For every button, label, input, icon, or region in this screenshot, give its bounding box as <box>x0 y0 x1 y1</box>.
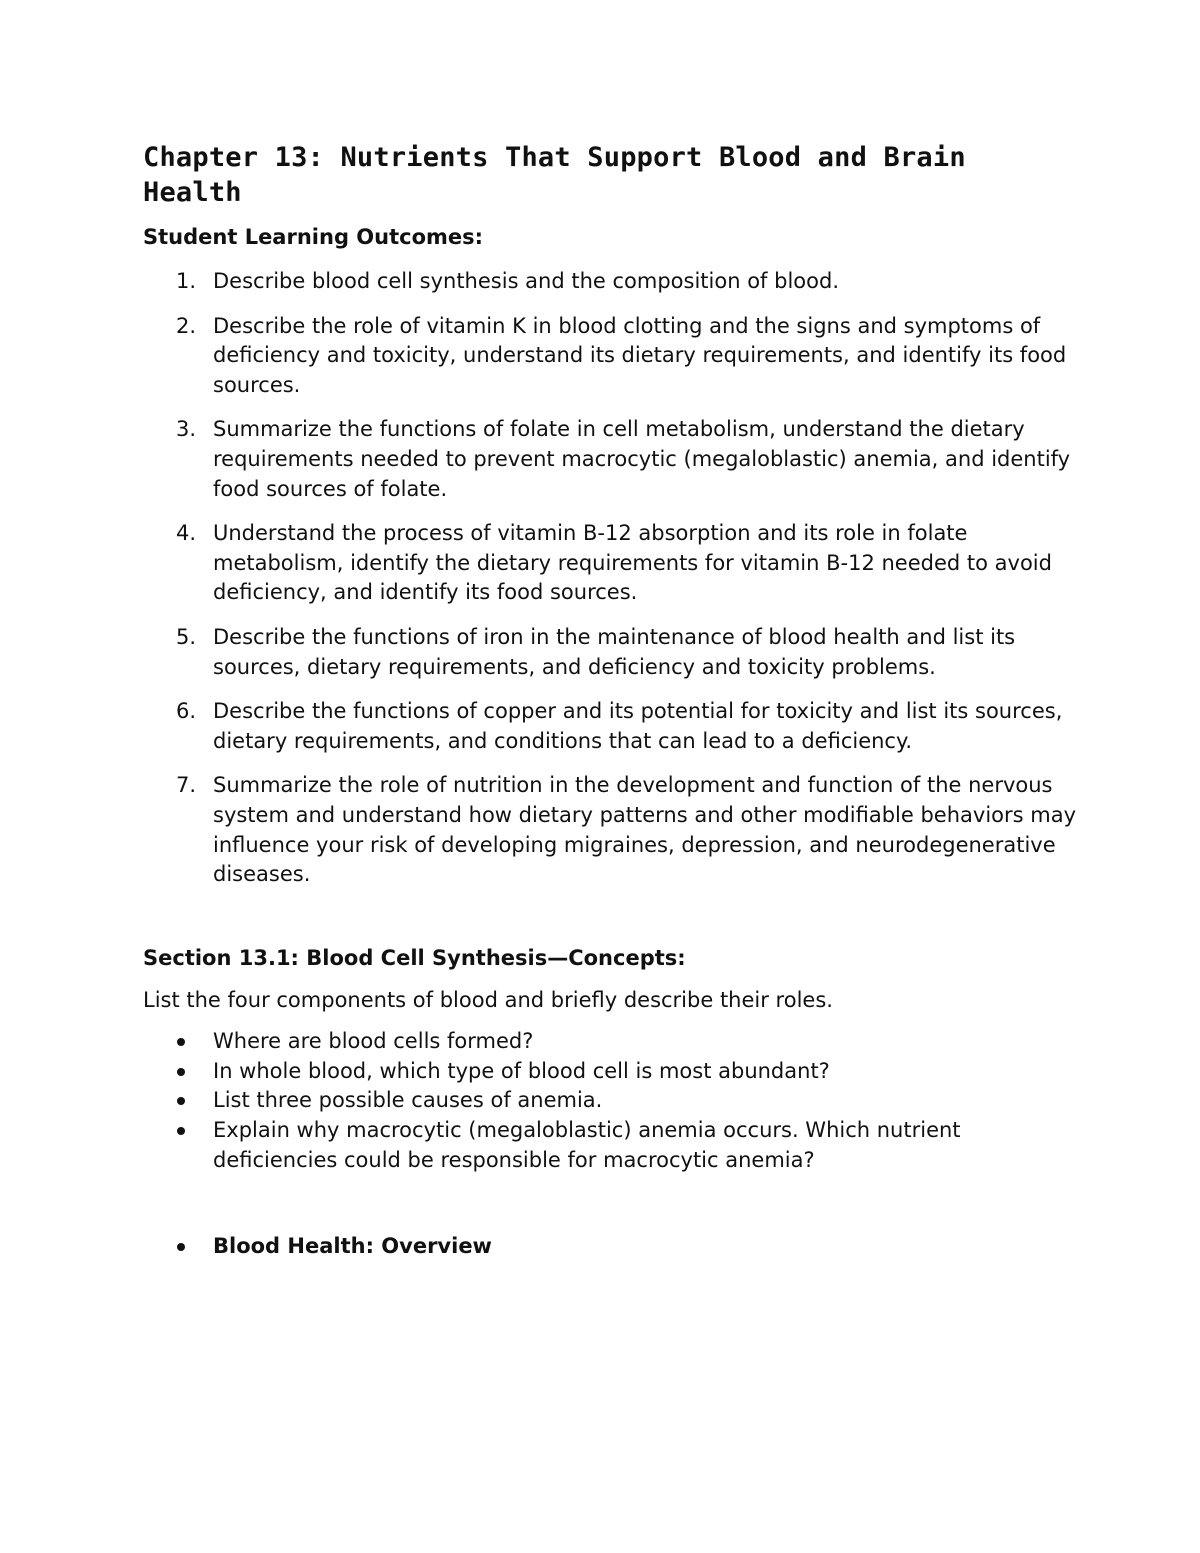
bullet-icon <box>177 1127 185 1135</box>
outcome-text: Describe the functions of iron in the maintenance of blood health and list its sources, dietary requirements, and deficiency and toxicity problems. <box>213 624 1016 679</box>
outcome-item <box>143 771 1078 889</box>
outcomes-heading: Student Learning Outcomes: <box>143 225 484 249</box>
outcome-text: Describe blood cell synthesis and the composition of blood. <box>213 269 839 293</box>
section-heading: Section 13.1: Blood Cell Synthesis—Concepts: <box>143 945 686 970</box>
outcome-item <box>143 312 1078 401</box>
outcome-number: 5. <box>176 624 197 649</box>
outcome-text: Describe the functions of copper and its potential for toxicity and list its sources, dietary requirements, and conditions that can lead to a deficiency. <box>213 699 1063 753</box>
overview-item <box>143 1232 1078 1262</box>
outcome-text: Summarize the role of nutrition in the development and function of the nervous system and understand how dietary patterns and other modifiable behaviors may influence your risk of developing migraines, depression, and neurodegenerative diseases. <box>213 773 1077 887</box>
question-item <box>143 1116 1078 1175</box>
outcome-number: 1. <box>176 269 197 293</box>
outcome-number: 3. <box>176 417 197 442</box>
outcome-item <box>143 697 1078 756</box>
question-item <box>143 1086 1078 1116</box>
outcome-item <box>143 623 1078 682</box>
question-text: Explain why macrocytic (megaloblastic) anemia occurs. Which nutrient deficiencies could be responsible for macrocytic anemia? <box>213 1118 961 1172</box>
overview-list <box>143 1232 1078 1262</box>
outcome-number: 6. <box>176 699 197 724</box>
outcome-text: Describe the role of vitamin K in blood clotting and the signs and symptoms of deficiency and toxicity, understand its dietary requirements, and identify its food sources. <box>213 313 1067 397</box>
bullet-icon <box>177 1068 185 1076</box>
question-item <box>143 1027 1078 1057</box>
section-intro: List the four components of blood and briefly describe their roles. <box>143 987 833 1012</box>
question-item <box>143 1057 1078 1087</box>
question-text: List three possible causes of anemia. <box>213 1088 603 1113</box>
outcome-text: Understand the process of vitamin B-12 absorption and its role in folate metabolism, identify the dietary requirements for vitamin B-12 needed to avoid deficiency, and identify its food sources. <box>213 521 1052 605</box>
bullet-icon <box>177 1097 185 1105</box>
outcome-item <box>143 267 1078 297</box>
document-page <box>143 140 1078 1262</box>
outcome-number: 7. <box>176 773 197 798</box>
outcome-number: 2. <box>176 313 197 338</box>
chapter-title: Chapter 13: Nutrients That Support Blood and Brain Health <box>143 142 966 208</box>
question-list <box>143 1027 1078 1175</box>
bullet-icon <box>177 1243 185 1251</box>
question-text: Where are blood cells formed? <box>213 1029 534 1054</box>
outcome-text: Summarize the functions of folate in cell metabolism, understand the dietary requirements needed to prevent macrocytic (megaloblastic) anemia, and identify food sources of folate. <box>213 417 1071 501</box>
outcome-number: 4. <box>176 521 197 546</box>
question-text: In whole blood, which type of blood cell is most abundant? <box>213 1058 830 1083</box>
outcome-item <box>143 519 1078 608</box>
bullet-icon <box>177 1038 185 1046</box>
outcome-item <box>143 415 1078 504</box>
outcomes-list <box>143 267 1078 890</box>
overview-heading: Blood Health: Overview <box>213 1234 492 1259</box>
